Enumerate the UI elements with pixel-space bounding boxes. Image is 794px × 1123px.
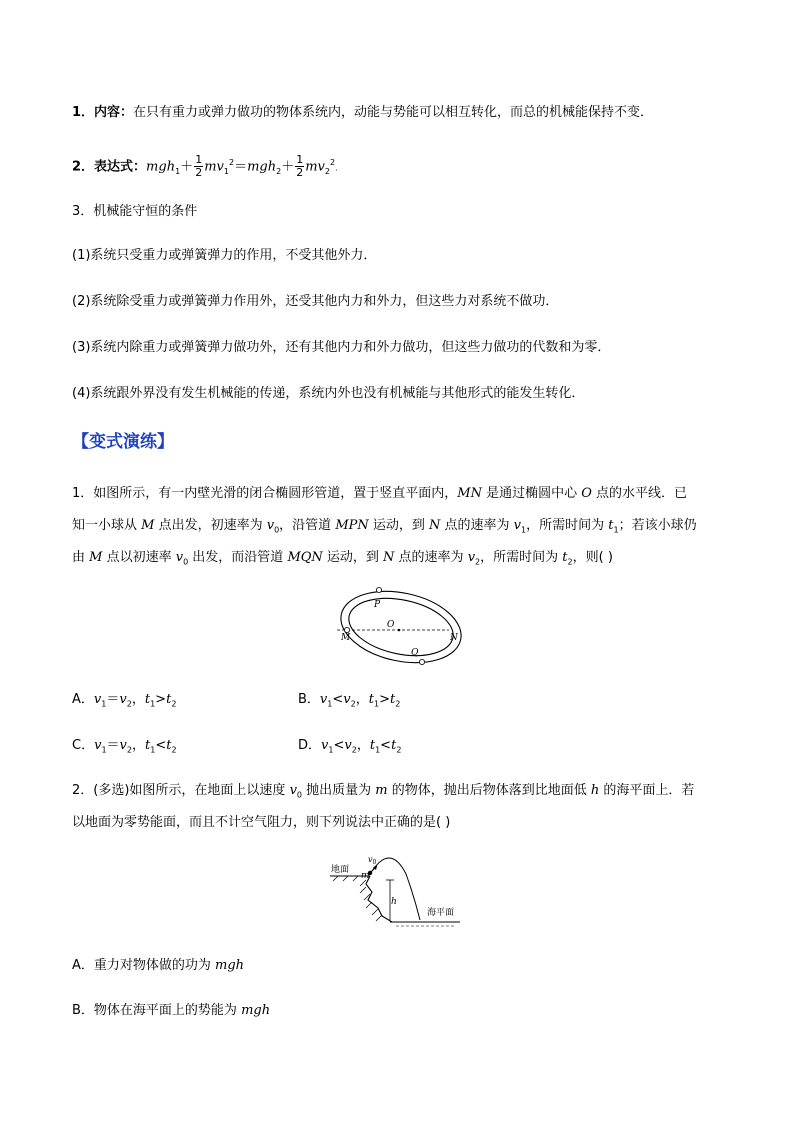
opt-var: t — [368, 692, 374, 707]
q1-var: MPN — [335, 518, 369, 533]
sub: 0 — [274, 525, 280, 535]
ball-q — [419, 659, 424, 664]
op-plus: ＋ — [180, 159, 194, 175]
sub: 2 — [276, 166, 282, 176]
ball-m — [344, 627, 349, 632]
opt-var: v — [319, 692, 328, 707]
label-v0 — [368, 855, 377, 866]
sub: 2 — [126, 699, 132, 709]
q2-line-1 — [72, 781, 694, 806]
opt-var: v — [343, 692, 351, 707]
frac-den: 2 — [195, 166, 203, 180]
sub: 2 — [475, 557, 481, 567]
var-m: m — [247, 159, 260, 175]
label-q: Q — [411, 648, 419, 658]
q1-line-3 — [72, 548, 613, 573]
sub: 2 — [324, 166, 330, 176]
opt-sep: ， — [131, 692, 145, 707]
label-mass: m — [361, 871, 370, 881]
q1-option-a[interactable] — [72, 690, 176, 715]
label-sea: 海平面 — [427, 907, 455, 917]
q2-option-b[interactable] — [72, 1001, 270, 1021]
q1-var: v — [266, 518, 275, 533]
q1-var: t — [562, 550, 568, 565]
opt-var: t — [369, 738, 376, 753]
q1-text: ；若该小球仍 — [618, 518, 697, 533]
q2-line-2: 以地面为零势能面，而且不计空气阻力，则下列说法中正确的是( ) — [72, 815, 451, 830]
opt-op: < — [333, 738, 345, 753]
opt-op: < — [380, 738, 392, 753]
q1-var: MQN — [287, 550, 323, 565]
q1-option-d[interactable] — [298, 736, 401, 761]
opt-var: t — [391, 738, 397, 753]
sub: 1 — [373, 699, 380, 709]
sub: 2 — [171, 699, 177, 709]
expression-line — [72, 146, 338, 180]
q2-var: v — [289, 783, 297, 798]
frac-num: 1 — [195, 153, 203, 167]
q2-text: 的物体，抛出后物体落到比地面低 — [387, 783, 591, 798]
cliff-profile — [366, 876, 392, 922]
ellipse-tube-figure — [331, 585, 471, 669]
option-letter: A． — [72, 692, 94, 707]
condition-item-1: (1)系统只受重力或弹簧弹力的作用，不受其他外力． — [72, 248, 377, 263]
opt-var: t — [166, 692, 172, 707]
sub: 2 — [126, 745, 132, 755]
q1-var: t — [608, 518, 614, 533]
opt-op: ＝ — [106, 738, 120, 753]
condition-item-4: (4)系统跟外界没有发生机械能的传递，系统内外也没有机械能与其他形式的能发生转化． — [72, 386, 585, 401]
q1-var: M — [89, 550, 103, 565]
q1-var: v — [175, 550, 184, 565]
v0-letter: v — [368, 855, 373, 864]
var-m: m — [305, 159, 318, 175]
opt-var: v — [344, 738, 352, 753]
label-n: N — [450, 633, 458, 643]
q1-text: ，所需时间为 — [480, 550, 563, 565]
condition-item-3: (3)系统内除重力或弹簧弹力做功外，还有其他内力和外力做功，但这些力做功的代数和为零． — [72, 340, 611, 355]
var-v: v — [317, 159, 325, 175]
var-m: m — [146, 159, 159, 175]
sub: 2 — [350, 699, 356, 709]
var-h: h — [166, 159, 176, 175]
op-equals: ＝ — [234, 159, 248, 175]
option-expr: mgh — [215, 958, 245, 973]
option-text: B．物体在海平面上的势能为 — [72, 1003, 242, 1018]
sub: 1 — [328, 745, 334, 755]
q1-var: N — [383, 550, 395, 565]
var-v: v — [216, 159, 224, 175]
sub: 2 — [171, 745, 177, 755]
option-text: A．重力对物体做的功为 — [72, 958, 216, 973]
q2-var: h — [590, 783, 600, 798]
content-label: 1．内容： — [72, 105, 134, 120]
option-expr: mgh — [241, 1003, 271, 1018]
q1-var: MN — [457, 486, 482, 501]
sub: 1 — [613, 525, 619, 535]
conditions-title: 3．机械能守恒的条件 — [72, 204, 198, 219]
sup: 2 — [330, 158, 336, 167]
opt-var: v — [93, 692, 102, 707]
q1-option-c[interactable] — [72, 736, 177, 761]
opt-var: t — [389, 692, 396, 707]
q1-var: v — [467, 550, 476, 565]
q1-option-b[interactable] — [298, 690, 400, 715]
q1-text: 点的水平线．已 — [591, 486, 688, 501]
q1-text: 是通过椭圆中心 — [481, 486, 582, 501]
opt-var: v — [321, 738, 329, 753]
q1-var: O — [581, 486, 592, 501]
q1-text: 点出发，初速率为 — [154, 518, 267, 533]
q2-text: 2．(多选)如图所示，在地面上以速度 — [72, 783, 290, 798]
sub: 1 — [521, 525, 527, 535]
q1-text: 出发，而沿管道 — [188, 550, 288, 565]
var-g: g — [158, 159, 167, 175]
sub: 0 — [296, 790, 303, 800]
q1-text: 运动，到 — [368, 518, 430, 533]
opt-op: > — [155, 692, 167, 707]
label-m: M — [341, 633, 351, 643]
op-plus: ＋ — [281, 159, 295, 175]
sub: 2 — [396, 745, 402, 755]
sub: 0 — [183, 557, 189, 567]
q1-text: 点的速率为 — [394, 550, 468, 565]
q1-text: 由 — [72, 550, 90, 565]
ball-p — [376, 587, 381, 592]
opt-sep: ， — [132, 738, 146, 753]
q2-option-a[interactable] — [72, 956, 244, 976]
opt-var: v — [119, 692, 127, 707]
opt-var: t — [144, 692, 151, 707]
q1-text: 1．如图所示，有一内壁光滑的闭合椭圆形管道，置于竖直平面内， — [72, 486, 458, 501]
sub: 1 — [327, 699, 333, 709]
content-text: 在只有重力或弹力做功的物体系统内，动能与势能可以相互转化，而总的机械能保持不变． — [133, 105, 654, 120]
q1-var: M — [141, 518, 155, 533]
tube-inner-wall — [344, 590, 459, 665]
opt-op: ＝ — [106, 692, 120, 707]
q1-text: ，沿管道 — [279, 518, 336, 533]
sub: 1 — [101, 745, 107, 755]
q1-line-1 — [72, 484, 687, 504]
q1-text: 点以初速率 — [102, 550, 176, 565]
v0-sub: 0 — [372, 859, 377, 866]
fraction-half — [194, 154, 203, 179]
q1-var: v — [513, 518, 522, 533]
sub: 2 — [351, 745, 357, 755]
opt-var: v — [94, 738, 102, 753]
sub: 1 — [375, 745, 381, 755]
q1-text: 知一小球从 — [72, 518, 142, 533]
label-o: O — [387, 620, 395, 630]
cliff-projectile-figure — [330, 852, 470, 932]
opt-sep: ， — [356, 738, 370, 753]
label-h: h — [391, 897, 397, 907]
projectile-trajectory — [370, 858, 420, 920]
option-letter: B． — [298, 692, 320, 707]
opt-op: < — [332, 692, 344, 707]
q2-text: 抛出质量为 — [302, 783, 376, 798]
q1-text: ，所需时间为 — [526, 518, 609, 533]
opt-var: t — [145, 738, 151, 753]
opt-var: v — [119, 738, 127, 753]
frac-den: 2 — [296, 166, 304, 180]
section-title: 【变式演练】 — [72, 432, 174, 452]
opt-var: t — [166, 738, 172, 753]
q2-var: m — [375, 783, 388, 798]
var-g: g — [259, 159, 268, 175]
q1-line-2 — [72, 516, 697, 541]
condition-item-2: (2)系统除受重力或弹簧弹力作用外，还受其他内力和外力，但这些力对系统不做功． — [72, 294, 559, 309]
q1-var: N — [429, 518, 441, 533]
q1-text: 点的速率为 — [440, 518, 514, 533]
cliff-hatching — [333, 876, 382, 921]
q2-text: 的海平面上．若 — [599, 783, 695, 798]
period: . — [335, 163, 338, 173]
opt-op: < — [155, 738, 167, 753]
var-m: m — [204, 159, 217, 175]
sub: 1 — [175, 166, 181, 176]
expression-label: 2．表达式： — [72, 159, 147, 175]
tube-outer-wall — [334, 585, 467, 669]
sub: 1 — [150, 745, 156, 755]
q1-text: 运动，到 — [322, 550, 384, 565]
sup: 2 — [228, 158, 235, 167]
sub: 1 — [150, 699, 156, 709]
var-h: h — [267, 159, 277, 175]
sub: 2 — [395, 699, 401, 709]
sub: 1 — [101, 699, 107, 709]
frac-num: 1 — [296, 153, 304, 167]
q1-text: ，则( ) — [572, 550, 613, 565]
opt-op: > — [379, 692, 390, 707]
label-ground: 地面 — [331, 864, 350, 874]
center-point — [398, 629, 401, 632]
option-letter: D． — [298, 738, 322, 753]
label-p: P — [374, 600, 381, 610]
sub: 1 — [223, 166, 229, 176]
opt-sep: ， — [355, 692, 369, 707]
sub: 2 — [567, 557, 573, 567]
content-line — [72, 103, 653, 123]
fraction-half — [295, 154, 304, 179]
option-letter: C． — [72, 738, 95, 753]
